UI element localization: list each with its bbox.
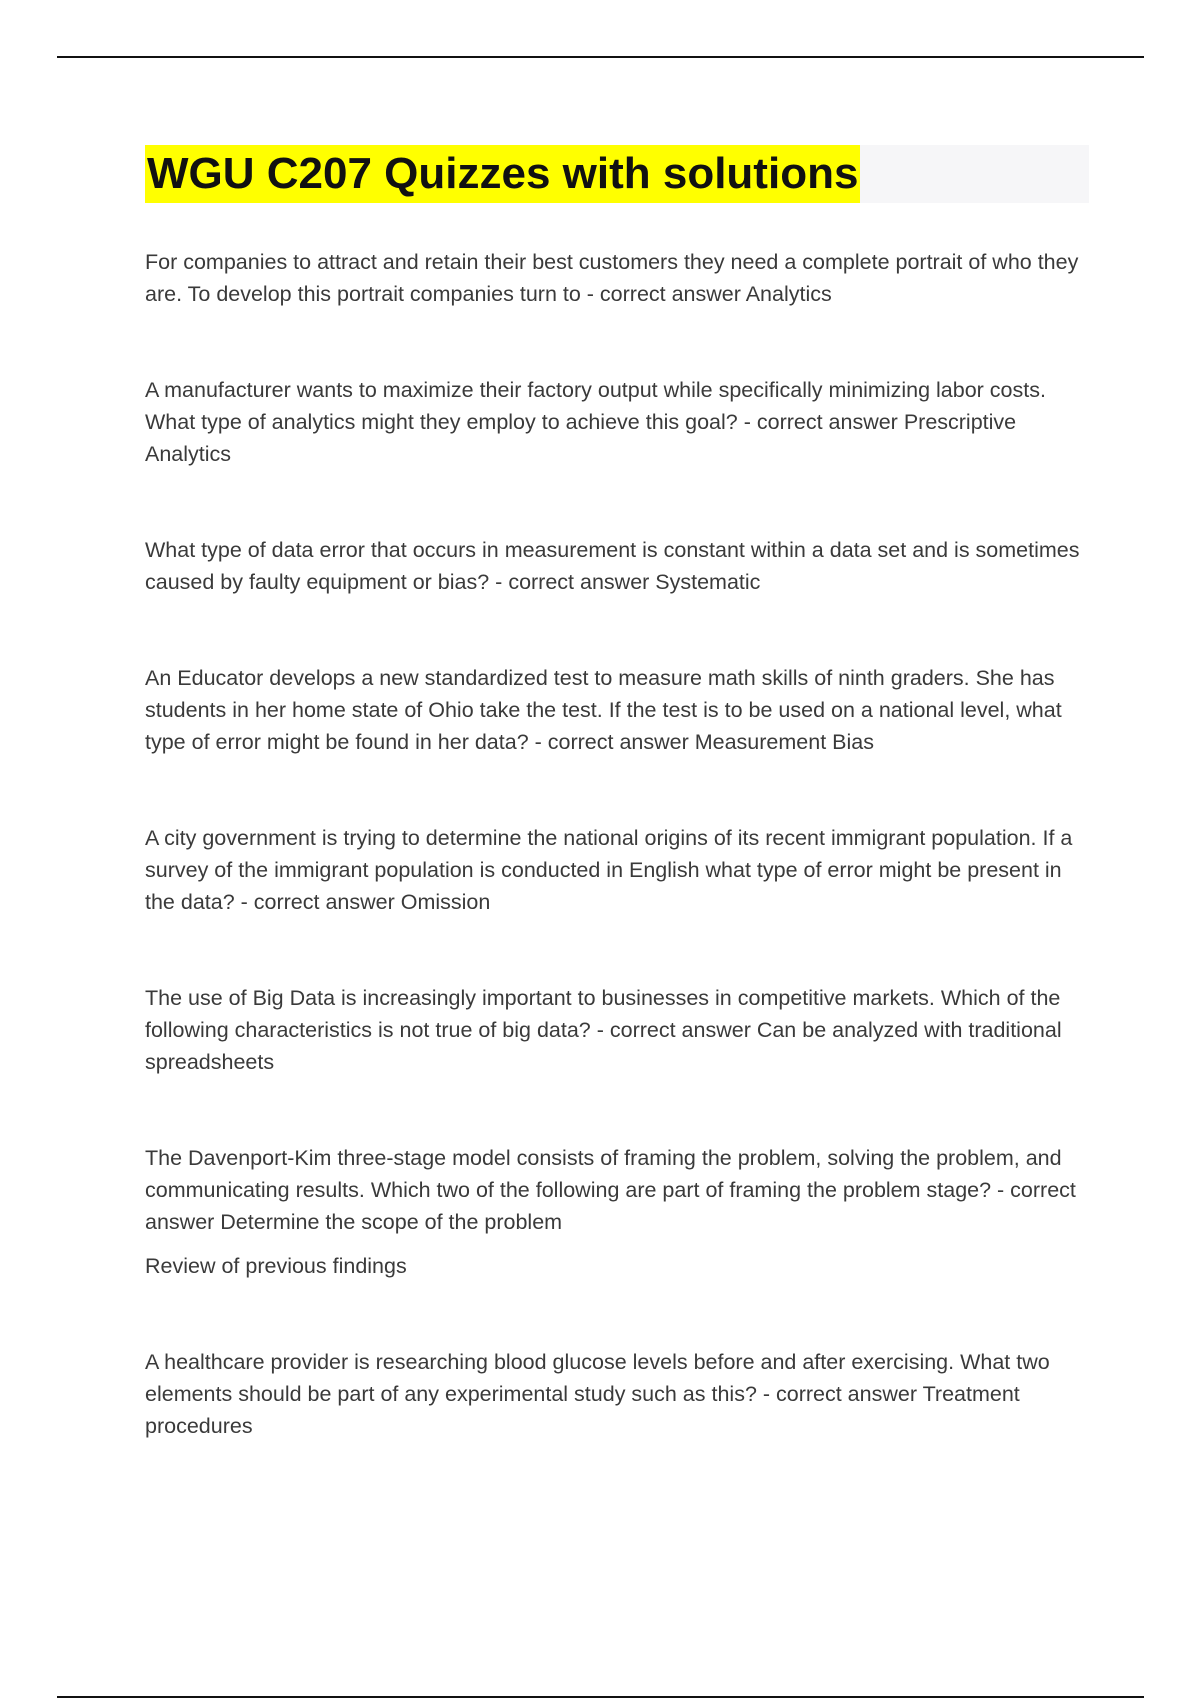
qa-item-7 (145, 1142, 1095, 1282)
qa-text: A manufacturer wants to maximize their factory output while specifically minimizing labor costs. What type of analytics might they employ to achieve this goal? - correct answer Prescriptive Analytics (145, 378, 1046, 466)
qa-item-5 (145, 822, 1095, 918)
document-title: WGU C207 Quizzes with solutions (145, 145, 860, 203)
qa-text: An Educator develops a new standardized test to measure math skills of ninth graders. She has students in her home state of Ohio take the test. If the test is to be used on a national level, what type of error might be found in her data? - correct answer Measurement Bias (145, 666, 1062, 754)
qa-text: For companies to attract and retain their best customers they need a complete portrait of who they are. To develop this portrait companies turn to - correct answer Analytics (145, 250, 1079, 306)
qa-text: The Davenport-Kim three-stage model consists of framing the problem, solving the problem, and communicating results. Which two of the following are part of framing the problem stage? - correct answer Determine the scope of the problem (145, 1146, 1076, 1234)
qa-text: A healthcare provider is researching blood glucose levels before and after exercising. What two elements should be part of any experimental study such as this? - correct answer Treatment procedures (145, 1350, 1050, 1438)
qa-item-3 (145, 534, 1095, 598)
qa-item-6 (145, 982, 1095, 1078)
qa-item-8 (145, 1346, 1095, 1442)
qa-text: A city government is trying to determine the national origins of its recent immigrant population. If a survey of the immigrant population is conducted in English what type of error might be present in the data? - correct answer Omission (145, 826, 1073, 914)
qa-item-2 (145, 374, 1095, 470)
document-body (145, 246, 1095, 1506)
qa-extra-answer: Review of previous findings (145, 1254, 407, 1278)
qa-text: The use of Big Data is increasingly important to businesses in competitive markets. Which of the following characteristics is not true of big data? - correct answer Can be analyzed with traditional spreadsheets (145, 986, 1062, 1074)
bottom-rule (57, 1696, 1144, 1698)
top-rule (57, 56, 1144, 58)
qa-text: What type of data error that occurs in measurement is constant within a data set and is sometimes caused by faulty equipment or bias? - correct answer Systematic (145, 538, 1080, 594)
qa-item-4 (145, 662, 1095, 758)
qa-item-1 (145, 246, 1095, 310)
